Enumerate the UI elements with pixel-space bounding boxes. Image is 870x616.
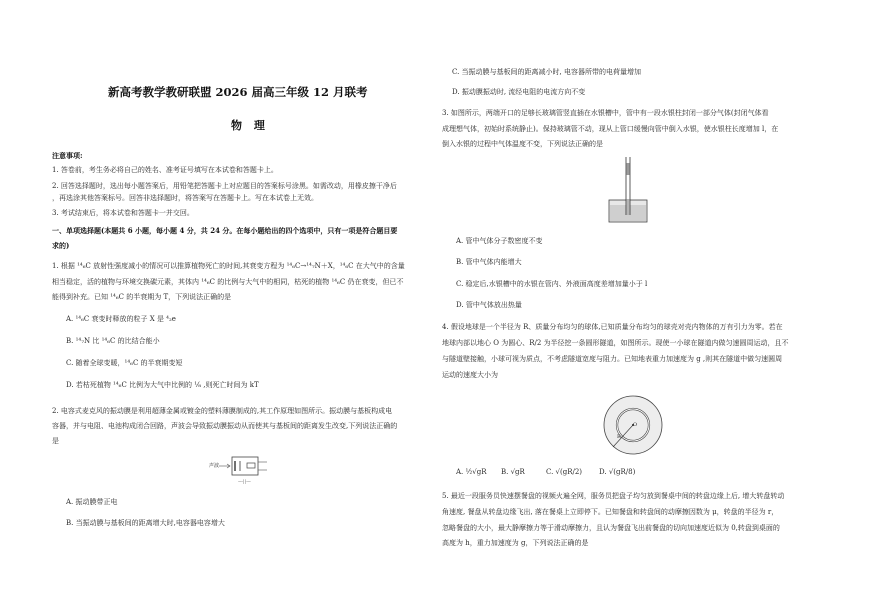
q4-stem: 与隧道壁接触，小球可视为质点，不考虑隧道宽度与阻力。已知地表重力加速度为 g ,则其在隧道中做匀速圆周: [442, 355, 783, 363]
q1-stem: 相当稳定，活的植物与环境交换碳元素，其体内 ¹⁴₆C 的比例与大气中的相同，枯死的植物 ¹⁴₆C 仍在衰变，但已不: [52, 278, 404, 286]
subject-title: 物 理: [231, 119, 269, 132]
svg-text:—┤├—: —┤├—: [238, 479, 251, 484]
q1-option-c: C. 随着全球变暖，¹⁴₆C 的半衰期变短: [66, 359, 183, 367]
q2-stem: 2. 电容式麦克风的振动膜是利用超薄金属或镀金的塑料薄膜制成的,其工作原理如图所示。振动膜与基板构成电: [52, 407, 393, 415]
notes-item: 2. 回答选择题时，选出每小题答案后，用铅笔把答题卡上对应题目的答案标号涂黑。如需改动，用橡皮擦干净后: [52, 182, 397, 190]
q2-stem: 是: [52, 437, 59, 445]
q4-stem: 4. 假设地球是一个半径为 R、质量分布均匀的球体,已知质量分布均匀的球壳对壳内物体的万有引力为零。若在: [442, 323, 783, 331]
q5-stem: 5. 最近一段服务员快速摆餐盘的视频火遍全网，服务员把盘子均匀放到餐桌中间的转盘边缘上后, 增大转盘转动: [442, 492, 785, 500]
q4-stem: 运动的速度大小为: [442, 371, 498, 379]
notes-item: ，再选涂其他答案标号。回答非选择题时，将答案写在答题卡上。写在本试卷上无效。: [52, 194, 318, 202]
q3-option-d: D. 管中气体放出热量: [456, 301, 522, 309]
q3-option-c: C. 稳定后,水银槽中的水银在管内、外液面高度差增加量小于 l: [456, 280, 648, 288]
q1-stem: 1. 根据 ¹⁴₆C 放射性强度减小的情况可以推算植物死亡的时间,其衰变方程为 ¹⁴₆C→¹⁴₇N＋X，¹⁴₆C 在大气中的含量: [52, 262, 405, 270]
q2-stem: 容器，并与电阻、电池构成闭合回路，声波会导致振动膜振动从而使其与基板间的距离发生改变,下列说法正确的: [52, 422, 398, 430]
q1-option-b: B. ¹⁴₇N 比 ¹⁴₆C 的比结合能小: [66, 337, 160, 345]
section-heading-cont: 求的): [52, 241, 70, 250]
q2-option-c: C. 当振动膜与基板间的距离减小时, 电容器所带的电荷量增加: [452, 68, 642, 76]
notes-item: 3. 考试结束后，将本试卷和答题卡一并交回。: [52, 209, 194, 217]
q3-stem: 成理想气体，初始时系统静止)。保持玻璃管不动，现从上管口缓慢向管中倒入水银，使水银柱长度增加 l，在: [442, 125, 779, 133]
q4-stem: 地球内部以地心 O 为圆心、R/2 为半径挖一条圆形隧道，如图所示。现使一小球在隧道内做匀速圆周运动，且不: [442, 339, 789, 347]
q2-option-b: B. 当振动膜与基板间的距离增大时,电容器电容增大: [66, 519, 225, 527]
q1-option-a: A. ¹⁴₆C 衰变时释放的粒子 X 是 ⁴₂e: [66, 315, 176, 323]
q4-figure-radius-label: R: [617, 434, 621, 440]
mercury-tube-figure: [605, 155, 651, 225]
section-heading: 一、单项选择题(本题共 6 小题，每小题 4 分，共 24 分。在每小题给出的四个选项中，只有一项是符合题目要: [52, 226, 398, 235]
q5-stem: 角速度, 餐盘从转盘边缘飞出, 落在餐桌上立即停下。已知餐盘和转盘间的动摩擦因数为 μ，转盘的半径为 r，: [442, 508, 779, 516]
q1-stem: 能得到补充。已知 ¹⁴₆C 的半衰期为 T，下列说法正确的是: [52, 293, 232, 301]
q4-option-d: D. √(gR/8): [599, 468, 636, 476]
notes-heading: 注意事项:: [52, 151, 83, 160]
q3-stem: 倒入水银的过程中气体温度不变，下列说法正确的是: [442, 140, 603, 148]
q5-stem: 高度为 h，重力加速度为 g，下列说法正确的是: [442, 539, 589, 547]
q4-option-a: A. ½√gR: [456, 468, 487, 476]
q4-figure-center-label: O: [633, 422, 638, 428]
q2-option-a: A. 振动膜带正电: [66, 498, 118, 506]
exam-title: 新高考教学教研联盟 2026 届高三年级 12 月联考: [108, 85, 368, 99]
q1-option-d: D. 若枯死植物 ¹⁴₆C 比例为大气中比例的 ¹⁄₈ ,则死亡时间为 kT: [66, 381, 259, 389]
q3-stem: 3. 如图所示，两端开口的足够长玻璃管竖直插在水银槽中，管中有一段水银柱封闭一部分气体(封闭气体看: [442, 109, 769, 117]
q4-option-b: B. √gR: [501, 468, 525, 476]
q5-stem: 忽略餐盘的大小，最大静摩擦力等于滑动摩擦力，且认为餐盘飞出前餐盘的切向加速度近似为 0,转盘到桌面的: [442, 524, 780, 532]
q3-option-b: B. 管中气体内能增大: [456, 258, 522, 266]
q4-option-c: C. √(gR/2): [546, 468, 583, 476]
notes-item: 1. 答卷前，考生务必将自己的姓名、准考证号填写在本试卷和答题卡上。: [52, 166, 278, 174]
q2-figure-label: 声波: [209, 463, 220, 469]
q2-option-d: D. 振动膜振动时, 流经电阻的电流方向不变: [452, 88, 586, 96]
q3-option-a: A. 管中气体分子数密度不变: [456, 237, 543, 245]
